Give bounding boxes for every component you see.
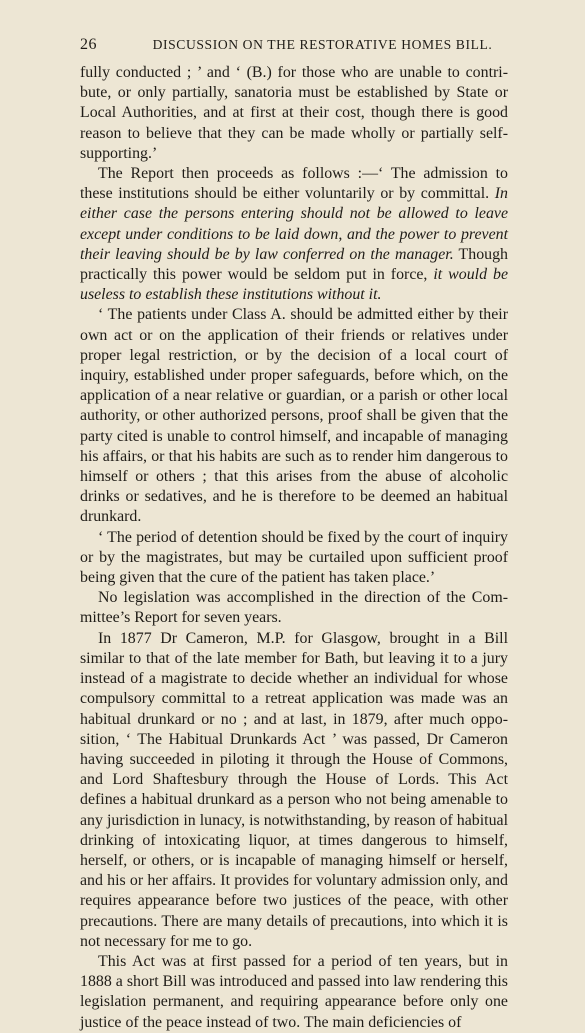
text-segment: ‘ The period of detention should be fixed by the court of inquiry or by the magistrates, but may be curtailed upon sufficient proof being given that the cure of the patient has taken place.’ [80,528,508,587]
page-number: 26 [80,36,97,53]
text-segment: The Report then proceeds as follows :—‘ The admission to these institutions should be either voluntarily or by committal. [80,165,508,203]
text-segment: Though practically this power would be seldom put in force, [80,245,508,284]
page-header [80,36,510,56]
running-title: DISCUSSION ON THE RESTORATIVE HOMES BILL. [152,37,493,52]
paragraph [80,588,508,628]
paragraph [80,164,508,305]
text-segment: This Act was at first passed for a period of ten years, but in 1888 a short Bill was introduced and passed into law rendering this legislation permanent, and requiring appearance before only one justice of the peace instead of two. The main deficiencies of [80,952,508,1031]
body-text [80,63,508,1033]
text-segment: In 1877 Dr Cameron, M.P. for Glasgow, brought in a Bill similar to that of the late member for Bath, but leaving it to a jury instead of a magistrate to decide whether an individual for whose compulsory committal to a retreat application was made was an habitual drunkard or no ; and at last, in 1879, after much opposition, ‘ The Habitual Drunkards Act ’ was passed, Dr Cameron having succeeded in piloting it through the House of Commons, and Lord Shaftesbury through the House of Lords. This Act defines a habitual drunkard as a person who not being amenable to any jurisdiction in lunacy, is notwithstanding, by reason of habitual drinking of intoxicating liquor, at times dangerous to himself, herself, or others, or is incapable of managing himself or herself, and his or her affairs. It provides for voluntary admission only, and requires appearance before two justices of the peace, with other precautions. There are many details of precautions, into which it is not necessary for me to go. [80,629,508,950]
text-segment: ‘ The patients under Class A. should be admitted either by their own act or on the application of their friends or relatives under proper legal restriction, or by the decision of a local court of inquiry, established under proper safeguards, before which, on the application of a near relative or guardian, or a parish or other local authority, or other authorized persons, proof shall be given that the party cited is unable to control himself, and incapable of managing his affairs, or that his habits are such as to render him dangerous to himself or others ; that this arises from the abuse of alcoholic drinks or sedatives, and he is therefore to be deemed an habitual drunkard. [80,306,508,526]
italic-text-segment: In either case the persons entering should not be allowed to leave except under conditions to be laid down, and the power to prevent their leaving should be by law conferred on the manager. [80,185,508,263]
paragraph [80,305,508,527]
italic-text-segment: it would be useless to establish these institutions without it. [80,266,508,304]
paragraph [80,528,508,589]
paragraph [80,952,508,1033]
paragraph [80,629,508,952]
text-segment: No legislation was accomplished in the direction of the Committee’s Report for seven years. [80,589,508,627]
paragraph [80,63,508,164]
text-segment: fully conducted ; ’ and ‘ (B.) for those who are unable to contribute, or only partially, sanatoria must be established by State or Local Authorities, and at first at their cost, though there is good reason to believe that they can be made wholly or partially self-supporting.’ [80,64,508,162]
